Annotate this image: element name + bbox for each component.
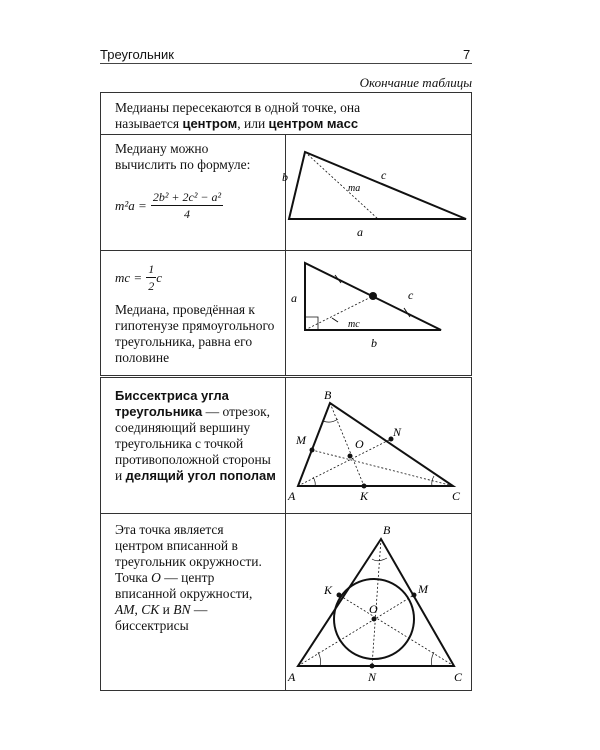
median-triangle-figure bbox=[282, 135, 471, 250]
incenter-O bbox=[372, 617, 377, 622]
leg-a-label: a bbox=[291, 291, 297, 305]
right-triangle-figure bbox=[286, 251, 471, 375]
point-K-label: K bbox=[360, 489, 369, 503]
incircle-triangle-figure bbox=[286, 514, 471, 690]
running-title: Треугольник bbox=[100, 47, 174, 62]
bisector-intersection-O bbox=[348, 454, 353, 459]
median-formula-text: Медиану можно вычислить по формуле: bbox=[115, 141, 251, 172]
tick-mark bbox=[332, 318, 338, 322]
vertex-B-label: B bbox=[324, 388, 332, 402]
point-K-label: K bbox=[324, 583, 333, 597]
median-line bbox=[305, 152, 378, 219]
page-number: 7 bbox=[463, 47, 471, 62]
incircle-description-cell bbox=[101, 514, 286, 691]
vertex-C-label: C bbox=[452, 489, 461, 503]
median-figure-cell bbox=[282, 135, 472, 251]
median-intersection-cell bbox=[101, 93, 472, 135]
point-O-label: O bbox=[369, 602, 378, 616]
hypotenuse-c-label: c bbox=[408, 288, 414, 302]
bisector-triangle-figure bbox=[286, 378, 471, 513]
point-K bbox=[362, 484, 367, 489]
table-continuation-note: Окончание таблицы bbox=[359, 75, 472, 90]
hypotenuse-median-line bbox=[305, 296, 373, 330]
point-M bbox=[310, 448, 315, 453]
side-b-label: b bbox=[282, 170, 288, 184]
median-label: ma bbox=[348, 183, 361, 194]
point-N bbox=[370, 664, 375, 669]
point-M-label: M bbox=[296, 433, 306, 447]
hypotenuse-midpoint bbox=[369, 292, 377, 300]
vertex-A-label: A bbox=[288, 489, 296, 503]
incircle-description-text: Эта точка является центром вписанной в треугольник окружности. Точка O — центр вписанной окружности, AM, CK и BN — биссектрисы bbox=[115, 522, 262, 633]
bisector-table bbox=[100, 377, 472, 691]
incircle-figure-cell bbox=[286, 514, 472, 691]
bisector-definition-cell bbox=[101, 378, 286, 514]
hypotenuse-median-text: Медиана, проведённая к гипотенузе прямоугольного треугольника, равна его половине bbox=[115, 302, 275, 365]
hypotenuse-median-cell bbox=[101, 251, 286, 376]
vertex-C-label: C bbox=[454, 670, 463, 684]
angle-arc bbox=[431, 652, 434, 666]
header-rule bbox=[100, 63, 472, 64]
median-formula: m²a = $\frac{\text{2b² + 2c² − a²}}{4}$ bbox=[115, 190, 222, 221]
side-c-label: c bbox=[381, 168, 387, 182]
bisector-definition-text: Биссектриса угла треугольника — отрезок, соединяющий вершину треугольника с точкой противоположной стороны и делящий угол пополам bbox=[115, 388, 276, 483]
hyp-median-label: mc bbox=[348, 319, 360, 330]
median-formula-cell bbox=[101, 135, 286, 251]
point-N-label: N bbox=[393, 425, 402, 439]
bisector-AN-line bbox=[298, 439, 391, 486]
point-M bbox=[412, 593, 417, 598]
point-M-label: M bbox=[418, 582, 428, 596]
triangle-shape bbox=[289, 152, 466, 219]
right-angle-mark bbox=[305, 317, 318, 330]
bisector-figure-cell bbox=[286, 378, 472, 514]
right-triangle-figure-cell bbox=[286, 251, 472, 376]
median-intersection-text: Медианы пересекаются в одной точке, она называется центром, или центром масс bbox=[115, 100, 361, 131]
point-N-label: N bbox=[368, 670, 377, 684]
angle-arc bbox=[318, 652, 321, 666]
point-O-label: O bbox=[355, 437, 364, 451]
median-table bbox=[100, 92, 472, 376]
vertex-B-label: B bbox=[383, 523, 391, 537]
side-a-label: a bbox=[357, 225, 363, 239]
bisector-triangle-shape bbox=[298, 403, 453, 486]
leg-b-label: b bbox=[371, 336, 377, 350]
hypotenuse-median-formula: mc = $\frac{1}{2}$ c bbox=[115, 262, 162, 293]
point-K bbox=[337, 593, 342, 598]
angle-arc bbox=[323, 419, 338, 422]
vertex-A-label: A bbox=[288, 670, 296, 684]
